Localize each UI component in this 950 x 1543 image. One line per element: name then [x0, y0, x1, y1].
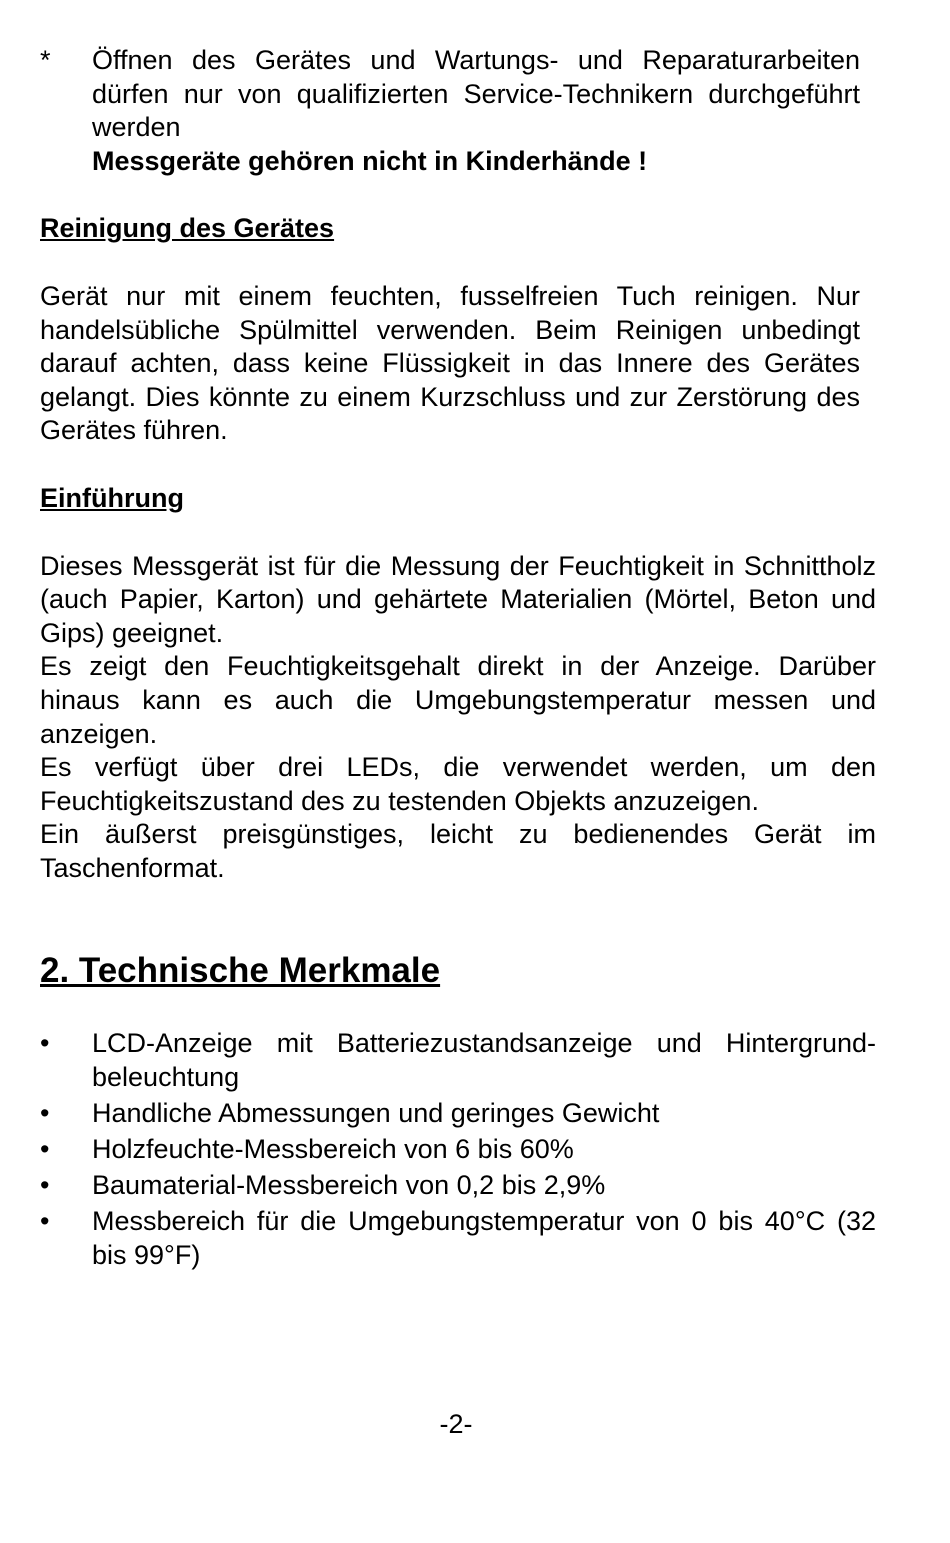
document-page [40, 44, 876, 1275]
list-item [40, 1097, 876, 1131]
bullet-icon: • [40, 1028, 50, 1059]
cleaning-paragraph: Gerät nur mit einem feuchten, fusselfreien Tuch reinigen. Nur handelsübliche Spülmittel verwenden. Beim Reinigen unbedingt darauf achten, dass keine Flüssigkeit in das Innere des Gerätes gelangt. Dies könnte zu einem Kurzschluss und zur Zerstörung des Gerätes führen. [40, 280, 860, 446]
technical-features-heading: 2. Technische Merkmale [40, 951, 441, 991]
feature-text: Baumaterial-Messbereich von 0,2 bis 2,9% [92, 1170, 606, 1201]
introduction-paragraph-2: Es zeigt den Feuchtigkeitsgehalt direkt in der Anzeige. Darüber hinaus kann es auch die Umgebungstemperatur messen und anzeigen. [40, 651, 876, 749]
cleaning-heading: Reinigung des Gerätes [40, 213, 335, 244]
feature-text: LCD-Anzeige mit Batteriezustandsanzeige und Hintergrund-beleuchtung [92, 1028, 876, 1093]
feature-text: Holzfeuchte-Messbereich von 6 bis 60% [92, 1134, 574, 1165]
introduction-paragraph-1: Dieses Messgerät ist für die Messung der Feuchtigkeit in Schnittholz (auch Papier, Karton) und gehärtete Materialien (Mörtel, Beton und Gips) geeignet. [40, 550, 876, 648]
bullet-icon: • [40, 1170, 50, 1201]
feature-text: Messbereich für die Umgebungstemperatur von 0 bis 40°C (32 bis 99°F) [92, 1206, 876, 1271]
list-item [40, 1205, 876, 1272]
feature-text: Handliche Abmessungen und geringes Gewicht [92, 1098, 660, 1129]
page-number: -2- [439, 1409, 473, 1439]
list-item [40, 1133, 876, 1167]
list-item [40, 1169, 876, 1203]
introduction-body [40, 550, 876, 886]
bullet-icon: • [40, 1098, 50, 1129]
safety-note-body [92, 44, 860, 178]
safety-note-text: Öffnen des Gerätes und Wartungs- und Reparaturarbeiten dürfen nur von qualifizierten Service-Technikern durchgeführt werden [92, 45, 860, 143]
technical-features-list [40, 1027, 876, 1272]
bullet-icon: • [40, 1134, 50, 1165]
bullet-icon: • [40, 1206, 50, 1237]
safety-note [40, 44, 860, 178]
introduction-paragraph-4: Ein äußerst preisgünstiges, leicht zu bedienendes Gerät im Taschenformat. [40, 819, 876, 883]
asterisk-marker: * [40, 45, 51, 75]
list-item [40, 1027, 876, 1094]
introduction-heading: Einführung [40, 482, 184, 513]
child-warning: Messgeräte gehören nicht in Kinderhände ! [92, 145, 648, 176]
introduction-paragraph-3: Es verfügt über drei LEDs, die verwendet werden, um den Feuchtigkeitszustand des zu testenden Objekts anzuzeigen. [40, 752, 876, 816]
